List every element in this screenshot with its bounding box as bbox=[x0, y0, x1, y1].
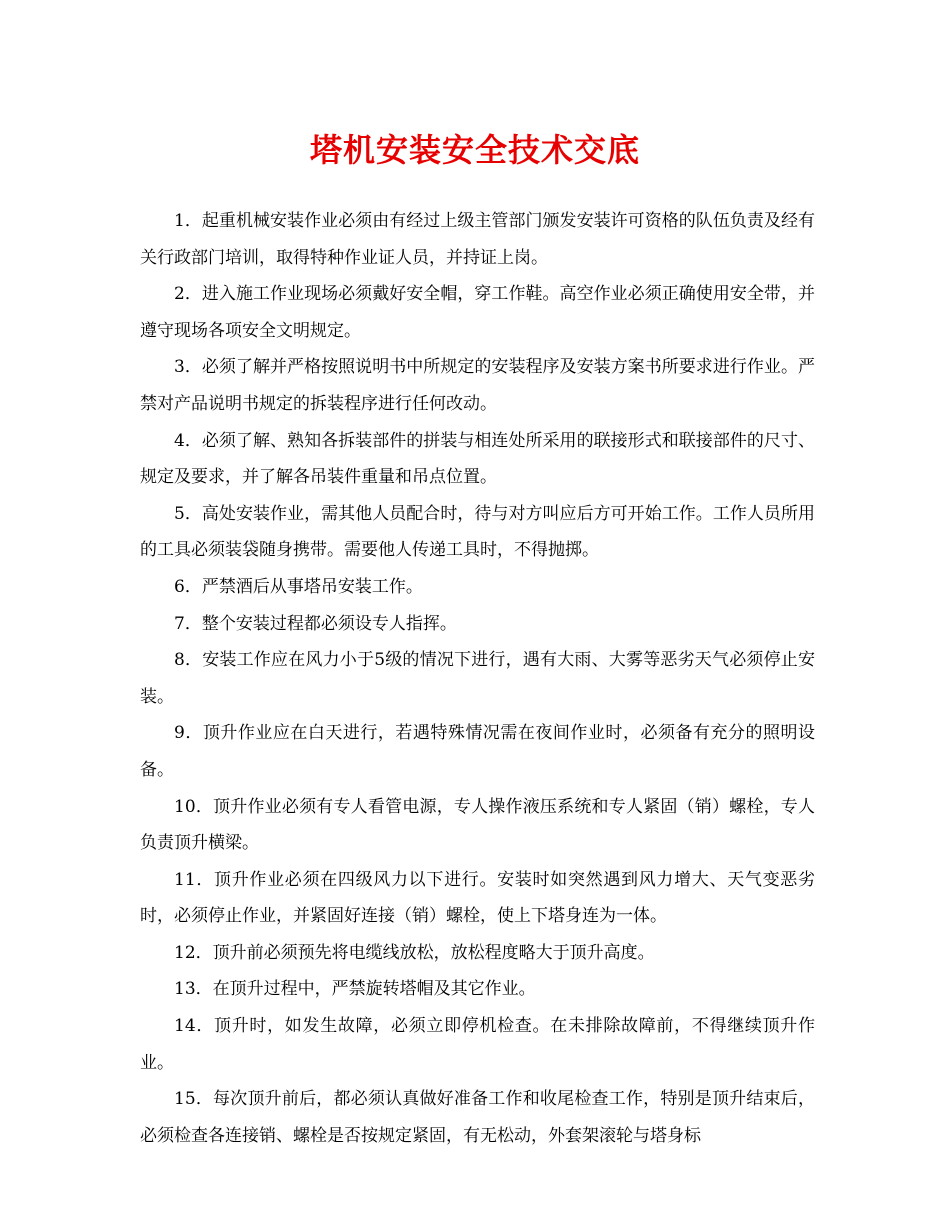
document-body bbox=[140, 203, 815, 1154]
paragraph-4: 4．必须了解、熟知各拆装部件的拼装与相连处所采用的联接形式和联接部件的尺寸、规定及要求，并了解各吊装件重量和吊点位置。 bbox=[140, 430, 815, 488]
paragraph-12: 12．顶升前必须预先将电缆线放松，放松程度略大于顶升高度。 bbox=[174, 942, 655, 963]
paragraph-5: 5．高处安装作业，需其他人员配合时，待与对方叫应后方可开始工作。工作人员所用的工具必须装袋随身携带。需要他人传递工具时，不得抛掷。 bbox=[140, 503, 815, 561]
paragraph-14: 14．顶升时，如发生故障，必须立即停机检查。在未排除故障前，不得继续顶升作业。 bbox=[140, 1016, 815, 1073]
paragraph-13: 13．在顶升过程中，严禁旋转塔帽及其它作业。 bbox=[174, 979, 536, 1000]
paragraph-9: 9．顶升作业应在白天进行，若遇特殊情况需在夜间作业时，必须备有充分的照明设备。 bbox=[140, 723, 815, 780]
document-title: 塔机安装安全技术交底 bbox=[309, 131, 640, 169]
paragraph-11: 11．顶升作业必须在四级风力以下进行。安装时如突然遇到风力增大、天气变恶劣时，必须停止作业，并紧固好连接（销）螺栓，使上下塔身连为一体。 bbox=[140, 869, 815, 927]
paragraph-3: 3．必须了解并严格按照说明书中所规定的安装程序及安装方案书所要求进行作业。严禁对产品说明书规定的拆装程序进行任何改动。 bbox=[140, 357, 815, 414]
paragraph-8: 8．安装工作应在风力小于5级的情况下进行，遇有大雨、大雾等恶劣天气必须停止安装。 bbox=[140, 650, 815, 707]
paragraph-2: 2．进入施工作业现场必须戴好安全帽，穿工作鞋。高空作业必须正确使用安全带，并遵守现场各项安全文明规定。 bbox=[140, 284, 815, 341]
paragraph-15: 15．每次顶升前后，都必须认真做好准备工作和收尾检查工作，特别是顶升结束后，必须检查各连接销、螺栓是否按规定紧固，有无松动，外套架滚轮与塔身标 bbox=[140, 1089, 815, 1146]
paragraph-6: 6．严禁酒后从事塔吊安装工作。 bbox=[174, 576, 423, 597]
paragraph-10: 10．顶升作业必须有专人看管电源，专人操作液压系统和专人紧固（销）螺栓，专人负责顶升横梁。 bbox=[140, 796, 815, 854]
paragraph-1: 1．起重机械安装作业必须由有经过上级主管部门颁发安装许可资格的队伍负责及经有关行政部门培训，取得特种作业证人员，并持证上岗。 bbox=[140, 211, 815, 268]
paragraph-7: 7．整个安装过程都必须设专人指挥。 bbox=[174, 613, 457, 634]
